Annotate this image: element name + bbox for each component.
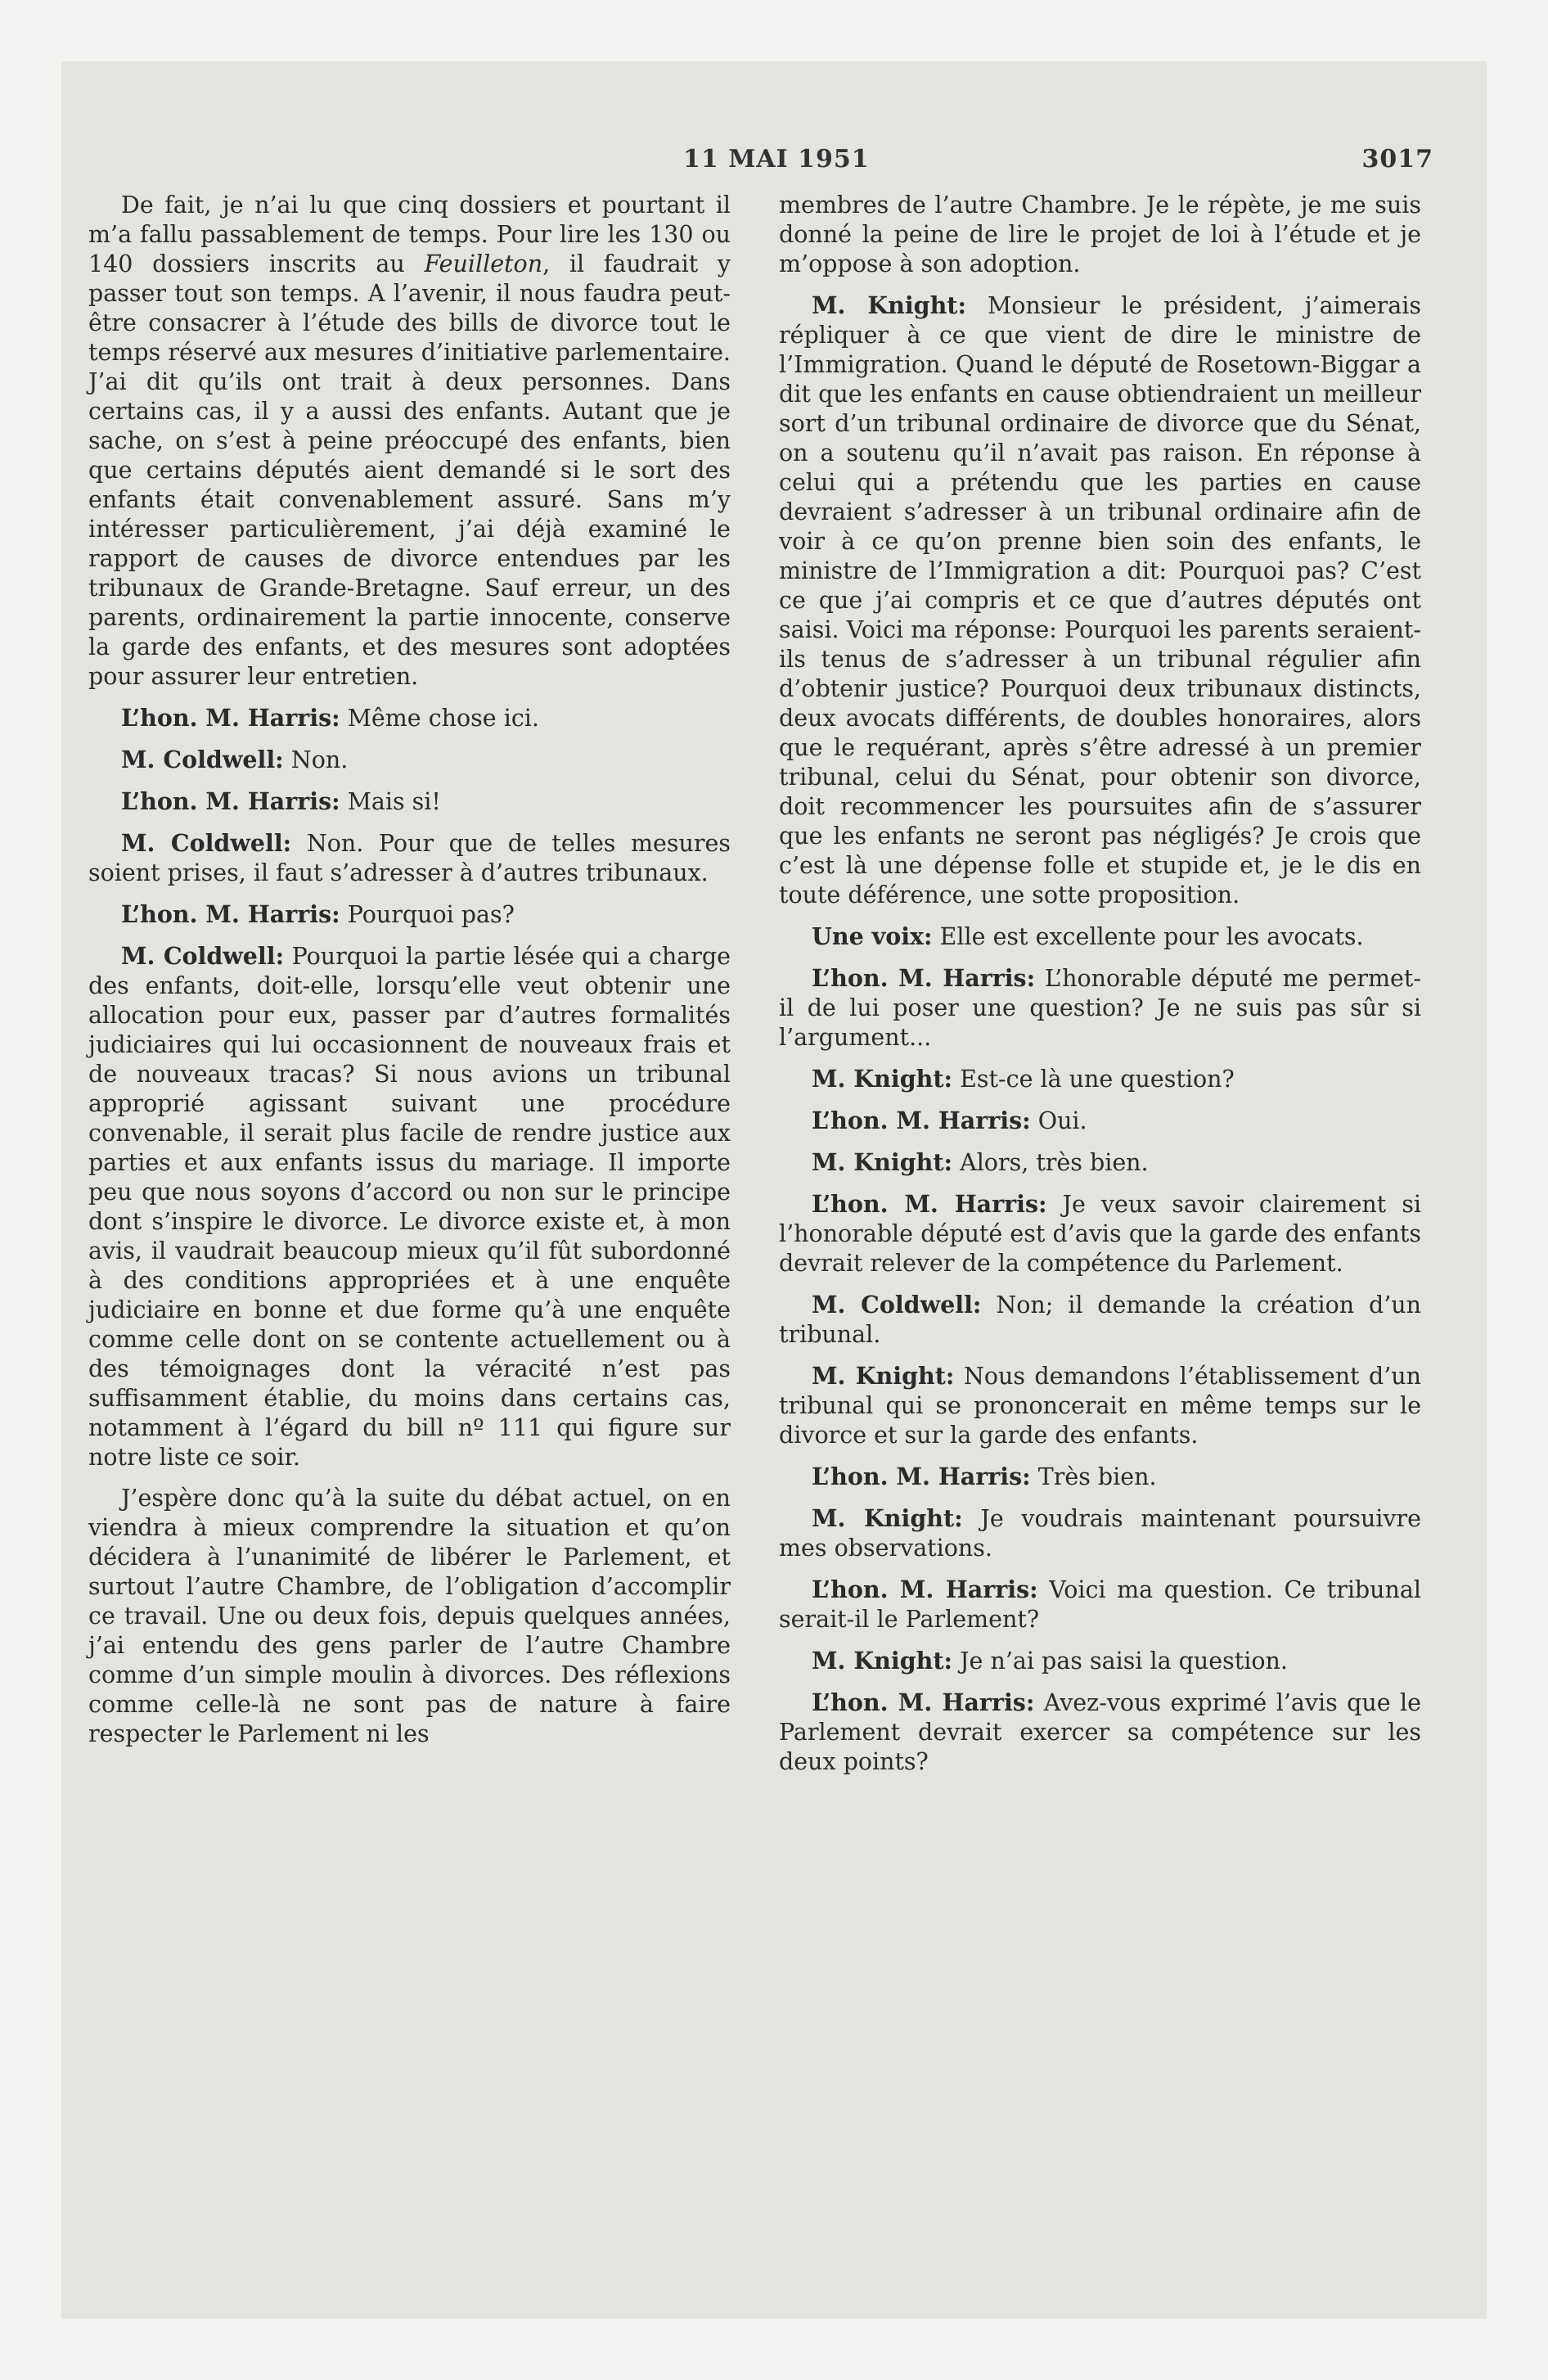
paragraph: [88, 1484, 731, 1749]
speech: [779, 1462, 1421, 1492]
speech: [779, 1361, 1421, 1450]
speaker-name: M. Knight:: [812, 1065, 953, 1093]
speech-text: Est-ce là une question?: [960, 1066, 1235, 1093]
speaker-name: L’hon. M. Harris:: [812, 964, 1036, 992]
speaker-name: M. Knight:: [812, 291, 966, 319]
speaker-name: L’hon. M. Harris:: [121, 787, 340, 815]
speech: [779, 1064, 1421, 1094]
speaker-name: M. Coldwell:: [812, 1291, 982, 1318]
speech-text: Oui.: [1037, 1107, 1087, 1134]
speaker-name: M. Coldwell:: [121, 829, 292, 857]
speech-text: Monsieur le président, j’aimerais répliquer à ce que vient de dire le ministre de l’Immigration. Quand le député de Rosetown-Biggar a dit que les enfants en cause obtiendraient un meilleur sort d’un tribunal ordinaire de divorce que du Sénat, on a soutenu qu’il n’avait pas raison. En réponse à celui qui a prétendu que les parties en cause devraient s’adresser à un tribunal ordinaire afin de voir à ce qu’on prenne bien soin des enfants, le ministre de l’Immigration a dit: Pourquoi pas? C’est ce que j’ai compris et ce que d’autres députés ont saisi. Voici ma réponse: Pourquoi les parents seraient-ils tenus de s’adresser à un tribunal régulier afin d’obtenir justice? Pourquoi deux tribunaux distincts, deux avocats différents, de doubles honoraires, alors que le requérant, après s’être adressé à un premier tribunal, celui du Sénat, pour obtenir son divorce, doit recommencer les poursuites afin de s’assurer que les enfants ne seront pas négligés? Je crois que c’est là une dépense folle et stupide et, je le dis en toute déférence, une sotte proposition.: [779, 292, 1421, 908]
page-date: 11 MAI 1951: [683, 145, 870, 174]
speech-text: Nous demandons l’établissement d’un tribunal qui se prononcerait en même temps sur le divorce et sur la garde des enfants.: [779, 1363, 1421, 1449]
speech-text: Avez-vous exprimé l’avis que le Parlement devrait exercer sa compétence sur les deux points?: [779, 1689, 1421, 1775]
speech-text: Je voudrais maintenant poursuivre mes observations.: [779, 1505, 1422, 1562]
paragraph-text: J’espère donc qu’à la suite du débat actuel, on en viendra à mieux comprendre la situation et qu’on décidera à l’unanimité de libérer le Parlement, et surtout l’autre Chambre, de l’obligation d’accomplir ce travail. Une ou deux fois, depuis quelques années, j’ai entendu des gens parler de l’autre Chambre comme d’un simple moulin à divorces. Des réflexions comme celle-là ne sont pas de nature à faire respecter le Parlement ni les: [88, 1485, 731, 1747]
speech-text: Très bien.: [1037, 1463, 1157, 1490]
speech-text: Pourquoi la partie lésée qui a charge des enfants, doit-elle, lorsqu’elle veut obtenir une allocation pour eux, passer par d’autres formalités judiciaires qui lui occasionnent de nouveaux frais et de nouveaux tracas? Si nous avions un tribunal approprié agissant suivant une procédure convenable, il serait plus facile de rendre justice aux parties et aux enfants issus du mariage. Il importe peu que nous soyons d’accord ou non sur le principe dont s’inspire le divorce. Le divorce existe et, à mon avis, il vaudrait beaucoup mieux qu’il fût subordonné à des conditions appropriées et à une enquête judiciaire en bonne et due forme qu’à une enquête comme celle dont on se contente actuellement ou à des témoignages dont la véracité n’est pas suffisamment établie, du moins dans certains cas, notamment à l’égard du bill nº 111 qui figure sur notre liste ce soir.: [88, 943, 731, 1471]
speech: [88, 703, 731, 733]
paragraph-text: membres de l’autre Chambre. Je le répète, je me suis donné la peine de lire le projet de loi à l’étude et je m’oppose à son adoption.: [779, 192, 1421, 277]
speaker-name: M. Coldwell:: [121, 746, 284, 773]
page-number: 3017: [1361, 145, 1433, 174]
speech: [779, 963, 1421, 1053]
speaker-name: L’hon. M. Harris:: [812, 1463, 1031, 1490]
speaker-name: L’hon. M. Harris:: [121, 900, 340, 928]
speech: [779, 1575, 1421, 1634]
paragraph: [779, 191, 1421, 279]
speech: [88, 745, 731, 775]
speech: [779, 1189, 1421, 1278]
speech: [779, 1503, 1421, 1563]
speaker-name: M. Knight:: [812, 1504, 963, 1532]
speech: [779, 1147, 1421, 1178]
speech-text: Même chose ici.: [347, 705, 539, 732]
paragraph: De fait, je n’ai lu que cinq dossiers et pourtant il m’a fallu passablement de temps. Pour lire les 130 ou 140 dossiers inscrits au Feuilleton, il faudrait y passer tout son temps. A l’avenir, il nous faudra peut-être consacrer à l’étude des bills de divorce tout le temps réservé aux mesures d’initiative parlementaire. J’ai dit qu’ils ont trait à deux personnes. Dans certains cas, il y a aussi des enfants. Autant que je sache, on s’est à peine préoccupé des enfants, bien que certains députés aient demandé si le sort des enfants était convenablement assuré. Sans m’y intéresser particulièrement, j’ai déjà examiné le rapport de causes de divorce entendues par les tribunaux de Grande-Bretagne. Sauf erreur, un des parents, ordinairement la partie innocente, conserve la garde des enfants, et des mesures sont adoptées pour assurer leur entretien.: [88, 192, 731, 690]
hansard-page: [61, 61, 1487, 2319]
speaker-name: M. Knight:: [812, 1362, 955, 1390]
speech-text: Non.: [290, 746, 349, 773]
page-header: [61, 145, 1487, 186]
speaker-name: L’hon. M. Harris:: [812, 1107, 1031, 1134]
speech-text: Mais si!: [347, 788, 441, 815]
speech: [779, 1290, 1421, 1350]
speaker-name: Une voix:: [812, 922, 933, 950]
italic-term: Feuilleton: [424, 250, 543, 277]
speech-text: Alors, très bien.: [960, 1149, 1149, 1176]
speech-text: Voici ma question. Ce tribunal serait-il le Parlement?: [779, 1576, 1421, 1633]
speaker-name: L’hon. M. Harris:: [121, 704, 340, 732]
left-column: [88, 191, 731, 1760]
right-column: [779, 191, 1421, 1788]
speech: [88, 787, 731, 817]
speech-text: Non. Pour que de telles mesures soient prises, il faut s’adresser à d’autres tribunaux.: [88, 830, 731, 886]
speaker-name: L’hon. M. Harris:: [812, 1190, 1047, 1218]
speech: [779, 1646, 1421, 1676]
speech-text: Je n’ai pas saisi la question.: [960, 1648, 1288, 1675]
speaker-name: L’hon. M. Harris:: [812, 1688, 1035, 1716]
speech-text: Pourquoi pas?: [347, 901, 515, 928]
speech: [88, 941, 731, 1472]
speech: [88, 828, 731, 888]
speaker-name: M. Knight:: [812, 1647, 953, 1675]
speech-text: L’honorable député me permet-il de lui poser une question? Je ne suis pas sûr si l’argument...: [779, 965, 1421, 1051]
speech-text: Je veux savoir clairement si l’honorable député est d’avis que la garde des enfants devrait relever de la compétence du Parlement.: [779, 1191, 1421, 1277]
speech: [779, 1688, 1421, 1777]
speech: [88, 899, 731, 930]
speech: [779, 922, 1421, 952]
speaker-name: M. Knight:: [812, 1148, 953, 1176]
speech-text: Elle est excellente pour les avocats.: [939, 923, 1364, 950]
speaker-name: L’hon. M. Harris:: [812, 1575, 1038, 1603]
speech: [779, 1106, 1421, 1136]
speech: [779, 291, 1421, 910]
speech-text: Non; il demande la création d’un tribunal.: [779, 1291, 1422, 1348]
speaker-name: M. Coldwell:: [121, 942, 285, 970]
